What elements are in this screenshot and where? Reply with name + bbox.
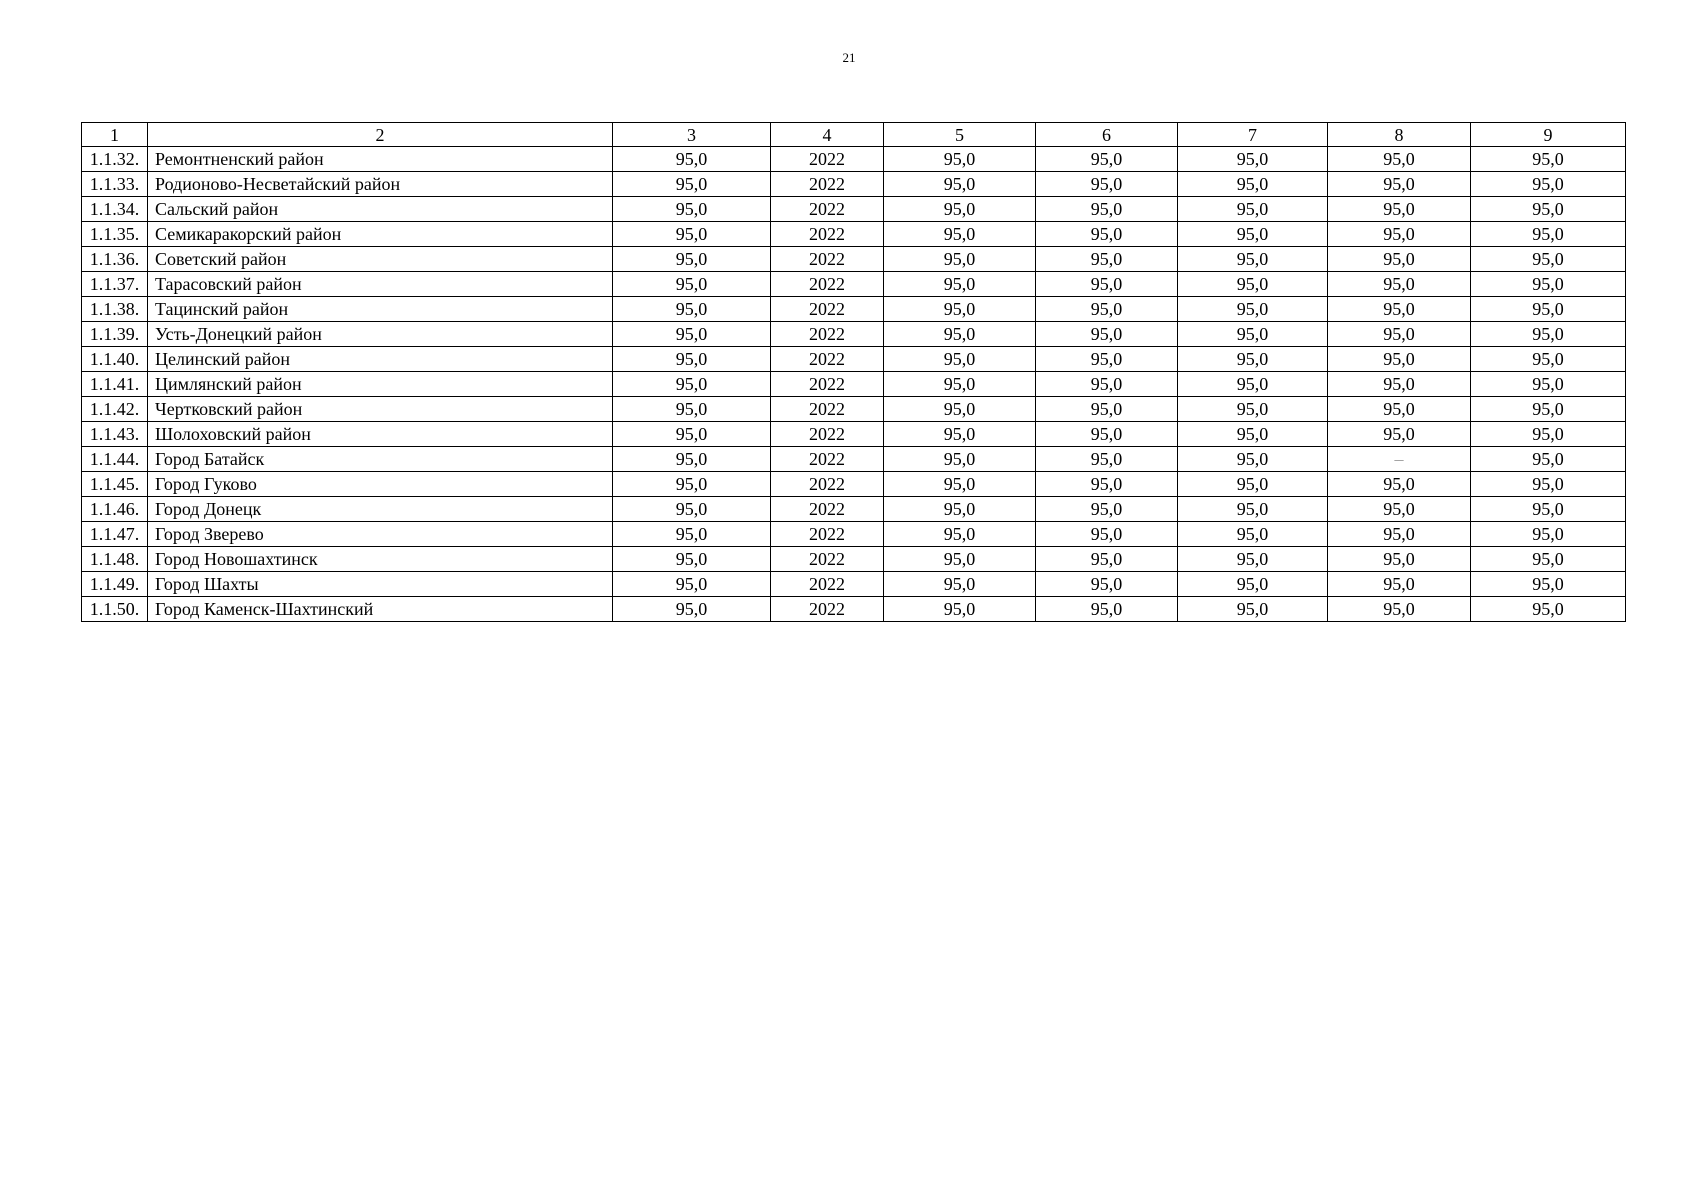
page-number: 21 bbox=[842, 50, 856, 65]
value-col-3-cell: 95,0 bbox=[613, 297, 771, 322]
row-code-cell: 1.1.37. bbox=[82, 272, 148, 297]
value-col-6-cell: 95,0 bbox=[1036, 572, 1178, 597]
value-col-7-cell: 95,0 bbox=[1178, 197, 1328, 222]
value-col-6-cell: 95,0 bbox=[1036, 147, 1178, 172]
value-col-8-cell: – bbox=[1328, 447, 1471, 472]
row-code-cell: 1.1.45. bbox=[82, 472, 148, 497]
value-col-5-cell: 95,0 bbox=[884, 247, 1036, 272]
value-col-7-cell: 95,0 bbox=[1178, 522, 1328, 547]
value-col-6-cell: 95,0 bbox=[1036, 322, 1178, 347]
year-col-4-cell: 2022 bbox=[771, 547, 884, 572]
value-col-3-cell: 95,0 bbox=[613, 372, 771, 397]
value-col-8-cell: 95,0 bbox=[1328, 247, 1471, 272]
column-number-1: 1 bbox=[82, 123, 148, 147]
value-col-6-cell: 95,0 bbox=[1036, 447, 1178, 472]
value-col-7-cell: 95,0 bbox=[1178, 247, 1328, 272]
value-col-7-cell: 95,0 bbox=[1178, 347, 1328, 372]
value-col-3-cell: 95,0 bbox=[613, 222, 771, 247]
year-col-4-cell: 2022 bbox=[771, 247, 884, 272]
value-col-3-cell: 95,0 bbox=[613, 472, 771, 497]
value-col-5-cell: 95,0 bbox=[884, 472, 1036, 497]
value-col-9-cell: 95,0 bbox=[1471, 447, 1626, 472]
value-col-9-cell: 95,0 bbox=[1471, 172, 1626, 197]
value-col-9-cell: 95,0 bbox=[1471, 497, 1626, 522]
row-name-cell: Город Каменск-Шахтинский bbox=[148, 597, 613, 622]
table-row bbox=[82, 397, 1626, 422]
value-col-5-cell: 95,0 bbox=[884, 522, 1036, 547]
row-code-cell: 1.1.32. bbox=[82, 147, 148, 172]
row-name-cell: Чертковский район bbox=[148, 397, 613, 422]
table-row bbox=[82, 222, 1626, 247]
value-col-5-cell: 95,0 bbox=[884, 322, 1036, 347]
value-col-9-cell: 95,0 bbox=[1471, 597, 1626, 622]
row-name-cell: Цимлянский район bbox=[148, 372, 613, 397]
column-number-7: 7 bbox=[1178, 123, 1328, 147]
value-col-7-cell: 95,0 bbox=[1178, 547, 1328, 572]
column-number-6: 6 bbox=[1036, 123, 1178, 147]
value-col-6-cell: 95,0 bbox=[1036, 197, 1178, 222]
value-col-7-cell: 95,0 bbox=[1178, 172, 1328, 197]
value-col-8-cell: 95,0 bbox=[1328, 372, 1471, 397]
table-row bbox=[82, 197, 1626, 222]
value-col-3-cell: 95,0 bbox=[613, 247, 771, 272]
value-col-5-cell: 95,0 bbox=[884, 597, 1036, 622]
year-col-4-cell: 2022 bbox=[771, 197, 884, 222]
value-col-3-cell: 95,0 bbox=[613, 547, 771, 572]
value-col-5-cell: 95,0 bbox=[884, 397, 1036, 422]
value-col-7-cell: 95,0 bbox=[1178, 497, 1328, 522]
row-code-cell: 1.1.38. bbox=[82, 297, 148, 322]
value-col-9-cell: 95,0 bbox=[1471, 272, 1626, 297]
value-col-8-cell: 95,0 bbox=[1328, 522, 1471, 547]
value-col-5-cell: 95,0 bbox=[884, 572, 1036, 597]
value-col-7-cell: 95,0 bbox=[1178, 447, 1328, 472]
row-code-cell: 1.1.42. bbox=[82, 397, 148, 422]
value-col-3-cell: 95,0 bbox=[613, 572, 771, 597]
column-number-5: 5 bbox=[884, 123, 1036, 147]
value-col-8-cell: 95,0 bbox=[1328, 222, 1471, 247]
column-number-8: 8 bbox=[1328, 123, 1471, 147]
row-name-cell: Целинский район bbox=[148, 347, 613, 372]
row-name-cell: Город Зверево bbox=[148, 522, 613, 547]
value-col-3-cell: 95,0 bbox=[613, 422, 771, 447]
row-code-cell: 1.1.43. bbox=[82, 422, 148, 447]
value-col-7-cell: 95,0 bbox=[1178, 222, 1328, 247]
value-col-5-cell: 95,0 bbox=[884, 197, 1036, 222]
value-col-9-cell: 95,0 bbox=[1471, 197, 1626, 222]
table-row bbox=[82, 372, 1626, 397]
value-col-8-cell: 95,0 bbox=[1328, 272, 1471, 297]
value-col-7-cell: 95,0 bbox=[1178, 572, 1328, 597]
value-col-6-cell: 95,0 bbox=[1036, 222, 1178, 247]
data-table bbox=[81, 122, 1626, 622]
value-col-6-cell: 95,0 bbox=[1036, 547, 1178, 572]
table-row bbox=[82, 347, 1626, 372]
value-col-8-cell: 95,0 bbox=[1328, 347, 1471, 372]
value-col-3-cell: 95,0 bbox=[613, 447, 771, 472]
value-col-9-cell: 95,0 bbox=[1471, 372, 1626, 397]
table-row bbox=[82, 247, 1626, 272]
value-col-3-cell: 95,0 bbox=[613, 497, 771, 522]
row-code-cell: 1.1.49. bbox=[82, 572, 148, 597]
year-col-4-cell: 2022 bbox=[771, 347, 884, 372]
table-row bbox=[82, 447, 1626, 472]
year-col-4-cell: 2022 bbox=[771, 472, 884, 497]
column-number-2: 2 bbox=[148, 123, 613, 147]
row-name-cell: Тарасовский район bbox=[148, 272, 613, 297]
row-name-cell: Родионово-Несветайский район bbox=[148, 172, 613, 197]
value-col-3-cell: 95,0 bbox=[613, 522, 771, 547]
value-col-5-cell: 95,0 bbox=[884, 272, 1036, 297]
column-number-9: 9 bbox=[1471, 123, 1626, 147]
row-code-cell: 1.1.41. bbox=[82, 372, 148, 397]
value-col-9-cell: 95,0 bbox=[1471, 347, 1626, 372]
value-col-6-cell: 95,0 bbox=[1036, 522, 1178, 547]
value-col-6-cell: 95,0 bbox=[1036, 397, 1178, 422]
value-col-8-cell: 95,0 bbox=[1328, 547, 1471, 572]
value-col-9-cell: 95,0 bbox=[1471, 247, 1626, 272]
year-col-4-cell: 2022 bbox=[771, 572, 884, 597]
value-col-3-cell: 95,0 bbox=[613, 397, 771, 422]
value-col-6-cell: 95,0 bbox=[1036, 172, 1178, 197]
value-col-8-cell: 95,0 bbox=[1328, 472, 1471, 497]
value-col-5-cell: 95,0 bbox=[884, 222, 1036, 247]
year-col-4-cell: 2022 bbox=[771, 147, 884, 172]
table-body bbox=[82, 123, 1626, 622]
year-col-4-cell: 2022 bbox=[771, 447, 884, 472]
row-name-cell: Семикаракорский район bbox=[148, 222, 613, 247]
value-col-9-cell: 95,0 bbox=[1471, 522, 1626, 547]
value-col-7-cell: 95,0 bbox=[1178, 147, 1328, 172]
row-name-cell: Город Донецк bbox=[148, 497, 613, 522]
value-col-8-cell: 95,0 bbox=[1328, 197, 1471, 222]
value-col-9-cell: 95,0 bbox=[1471, 147, 1626, 172]
row-code-cell: 1.1.50. bbox=[82, 597, 148, 622]
value-col-5-cell: 95,0 bbox=[884, 547, 1036, 572]
value-col-9-cell: 95,0 bbox=[1471, 322, 1626, 347]
year-col-4-cell: 2022 bbox=[771, 397, 884, 422]
value-col-7-cell: 95,0 bbox=[1178, 472, 1328, 497]
value-col-3-cell: 95,0 bbox=[613, 322, 771, 347]
row-code-cell: 1.1.48. bbox=[82, 547, 148, 572]
value-col-9-cell: 95,0 bbox=[1471, 547, 1626, 572]
value-col-9-cell: 95,0 bbox=[1471, 472, 1626, 497]
table-row bbox=[82, 472, 1626, 497]
value-col-9-cell: 95,0 bbox=[1471, 222, 1626, 247]
value-col-8-cell: 95,0 bbox=[1328, 172, 1471, 197]
value-col-3-cell: 95,0 bbox=[613, 172, 771, 197]
row-code-cell: 1.1.47. bbox=[82, 522, 148, 547]
value-col-7-cell: 95,0 bbox=[1178, 397, 1328, 422]
value-col-7-cell: 95,0 bbox=[1178, 297, 1328, 322]
value-col-8-cell: 95,0 bbox=[1328, 297, 1471, 322]
value-col-7-cell: 95,0 bbox=[1178, 422, 1328, 447]
value-col-6-cell: 95,0 bbox=[1036, 297, 1178, 322]
row-name-cell: Ремонтненский район bbox=[148, 147, 613, 172]
value-col-5-cell: 95,0 bbox=[884, 172, 1036, 197]
row-code-cell: 1.1.33. bbox=[82, 172, 148, 197]
table-row bbox=[82, 547, 1626, 572]
row-name-cell: Усть-Донецкий район bbox=[148, 322, 613, 347]
column-number-3: 3 bbox=[613, 123, 771, 147]
value-col-7-cell: 95,0 bbox=[1178, 272, 1328, 297]
table-row bbox=[82, 522, 1626, 547]
year-col-4-cell: 2022 bbox=[771, 522, 884, 547]
table-row bbox=[82, 422, 1626, 447]
row-name-cell: Сальский район bbox=[148, 197, 613, 222]
row-code-cell: 1.1.46. bbox=[82, 497, 148, 522]
table-row bbox=[82, 297, 1626, 322]
row-name-cell: Шолоховский район bbox=[148, 422, 613, 447]
value-col-7-cell: 95,0 bbox=[1178, 372, 1328, 397]
row-name-cell: Город Батайск bbox=[148, 447, 613, 472]
table-row bbox=[82, 497, 1626, 522]
value-col-8-cell: 95,0 bbox=[1328, 422, 1471, 447]
value-col-9-cell: 95,0 bbox=[1471, 422, 1626, 447]
value-col-7-cell: 95,0 bbox=[1178, 322, 1328, 347]
value-col-5-cell: 95,0 bbox=[884, 447, 1036, 472]
year-col-4-cell: 2022 bbox=[771, 272, 884, 297]
value-col-8-cell: 95,0 bbox=[1328, 597, 1471, 622]
value-col-9-cell: 95,0 bbox=[1471, 297, 1626, 322]
column-number-4: 4 bbox=[771, 123, 884, 147]
row-name-cell: Город Гуково bbox=[148, 472, 613, 497]
value-col-9-cell: 95,0 bbox=[1471, 572, 1626, 597]
value-col-3-cell: 95,0 bbox=[613, 197, 771, 222]
value-col-6-cell: 95,0 bbox=[1036, 347, 1178, 372]
value-col-8-cell: 95,0 bbox=[1328, 147, 1471, 172]
value-col-3-cell: 95,0 bbox=[613, 597, 771, 622]
value-col-6-cell: 95,0 bbox=[1036, 247, 1178, 272]
row-code-cell: 1.1.40. bbox=[82, 347, 148, 372]
year-col-4-cell: 2022 bbox=[771, 422, 884, 447]
value-col-9-cell: 95,0 bbox=[1471, 397, 1626, 422]
row-name-cell: Город Новошахтинск bbox=[148, 547, 613, 572]
value-col-8-cell: 95,0 bbox=[1328, 322, 1471, 347]
value-col-6-cell: 95,0 bbox=[1036, 372, 1178, 397]
value-col-3-cell: 95,0 bbox=[613, 147, 771, 172]
value-col-7-cell: 95,0 bbox=[1178, 597, 1328, 622]
year-col-4-cell: 2022 bbox=[771, 372, 884, 397]
year-col-4-cell: 2022 bbox=[771, 297, 884, 322]
table-row bbox=[82, 172, 1626, 197]
year-col-4-cell: 2022 bbox=[771, 322, 884, 347]
year-col-4-cell: 2022 bbox=[771, 497, 884, 522]
value-col-8-cell: 95,0 bbox=[1328, 497, 1471, 522]
row-name-cell: Тацинский район bbox=[148, 297, 613, 322]
value-col-6-cell: 95,0 bbox=[1036, 422, 1178, 447]
value-col-3-cell: 95,0 bbox=[613, 347, 771, 372]
row-code-cell: 1.1.34. bbox=[82, 197, 148, 222]
value-col-6-cell: 95,0 bbox=[1036, 272, 1178, 297]
value-col-5-cell: 95,0 bbox=[884, 347, 1036, 372]
row-name-cell: Советский район bbox=[148, 247, 613, 272]
value-col-3-cell: 95,0 bbox=[613, 272, 771, 297]
value-col-5-cell: 95,0 bbox=[884, 372, 1036, 397]
value-col-5-cell: 95,0 bbox=[884, 497, 1036, 522]
value-col-8-cell: 95,0 bbox=[1328, 397, 1471, 422]
row-code-cell: 1.1.44. bbox=[82, 447, 148, 472]
table-row bbox=[82, 572, 1626, 597]
table-row bbox=[82, 322, 1626, 347]
table-row bbox=[82, 272, 1626, 297]
value-col-8-cell: 95,0 bbox=[1328, 572, 1471, 597]
value-col-6-cell: 95,0 bbox=[1036, 497, 1178, 522]
row-name-cell: Город Шахты bbox=[148, 572, 613, 597]
row-code-cell: 1.1.35. bbox=[82, 222, 148, 247]
year-col-4-cell: 2022 bbox=[771, 222, 884, 247]
value-col-5-cell: 95,0 bbox=[884, 422, 1036, 447]
year-col-4-cell: 2022 bbox=[771, 597, 884, 622]
value-col-5-cell: 95,0 bbox=[884, 147, 1036, 172]
value-col-6-cell: 95,0 bbox=[1036, 597, 1178, 622]
value-col-6-cell: 95,0 bbox=[1036, 472, 1178, 497]
header-row bbox=[82, 123, 1626, 147]
table-row bbox=[82, 147, 1626, 172]
value-col-5-cell: 95,0 bbox=[884, 297, 1036, 322]
table-row bbox=[82, 597, 1626, 622]
year-col-4-cell: 2022 bbox=[771, 172, 884, 197]
row-code-cell: 1.1.39. bbox=[82, 322, 148, 347]
row-code-cell: 1.1.36. bbox=[82, 247, 148, 272]
